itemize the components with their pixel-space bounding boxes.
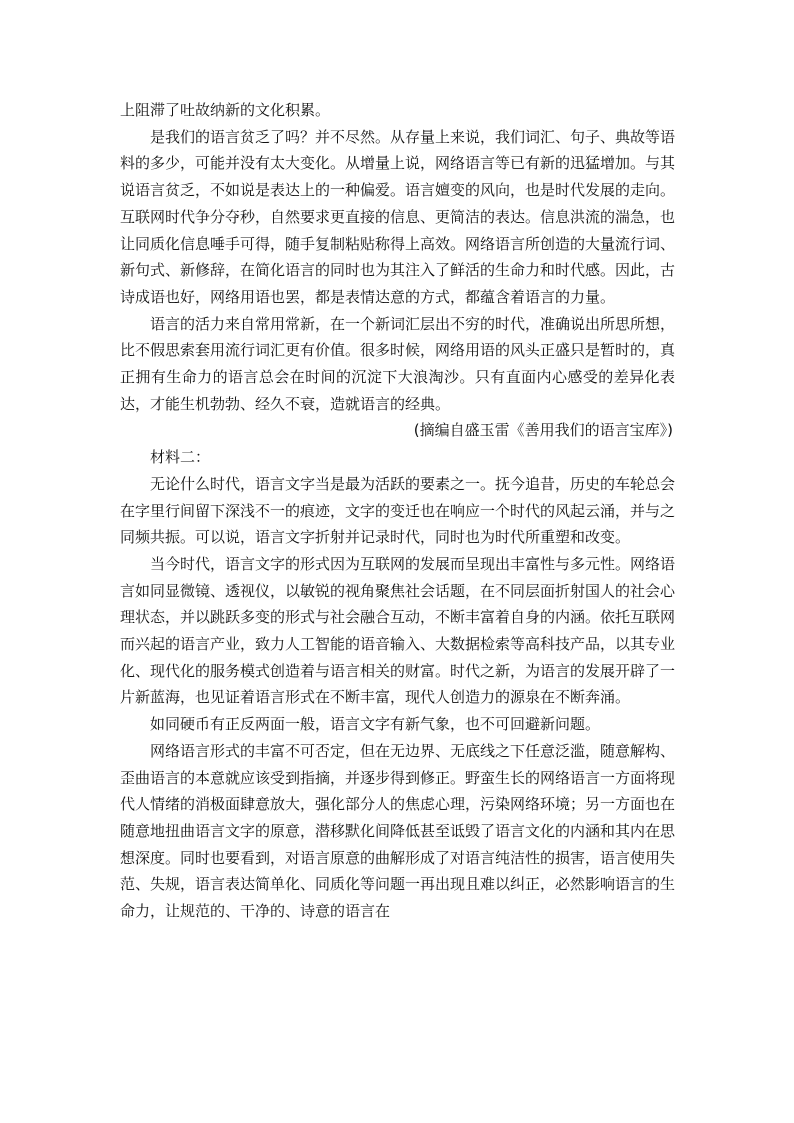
- material2-label: 材料二：: [150, 448, 211, 467]
- material1-paragraph-1: 是我们的语言贫乏了吗？并不尽然。从存量上来说，我们词汇、句子、典故等语料的多少，可能并没有太大变化。从增量上说，网络语言等已有新的迅猛增加。与其说语言贫乏，不如说是表达上的一种偏爱。语言嬗变的风向，也是时代发展的走向。互联网时代争分夺秒，自然要求更直接的信息、更简洁的表达。信息洪流的湍急，也让同质化信息唾手可得，随手复制粘贴称得上高效。网络语言所创造的大量流行词、新句式、新修辞，在简化语言的同时也为其注入了鲜活的生命力和时代感。因此，古诗成语也好，网络用语也罢，都是表情达意的方式，都蕴含着语言的力量。: [120, 127, 676, 306]
- material1-paragraph-2: 语言的活力来自常用常新，在一个新词汇层出不穷的时代，准确说出所思所想，比不假思索套用流行词汇更有价值。很多时候，网络用语的风头正盛只是暂时的，真正拥有生命力的语言总会在时间的沉淀下大浪淘沙。只有直面内心感受的差异化表达，才能生机勃勃、经久不衰，造就语言的经典。: [120, 314, 676, 413]
- material2-paragraph-3: 如同硬币有正反两面一般，语言文字有新气象，也不可回避新问题。: [150, 715, 601, 734]
- text-block: [120, 97, 675, 925]
- material2-paragraph-1: 无论什么时代，语言文字当是最为活跃的要素之一。抚今追昔，历史的车轮总会在字里行间留下深浅不一的痕迹，文字的变迁也在响应一个时代的风起云涌，并与之同频共振。可以说，语言文字折射并记录时代，同时也为时代所重塑和改变。: [120, 474, 676, 547]
- source-citation: (摘编自盛玉雷《善用我们的语言宝库》): [413, 421, 673, 440]
- continuation-line: 上阻滞了吐故纳新的文化积累。: [120, 101, 331, 119]
- material2-paragraph-4: 网络语言形式的丰富不可否定，但在无边界、无底线之下任意泛滥，随意解构、歪曲语言的本意就应该受到指摘，并逐步得到修正。野蛮生长的网络语言一方面将现代人情绪的消极面肆意放大，强化部分人的焦虑心理，污染网络环境；另一方面也在随意地扭曲语言文字的原意，潜移默化间降低甚至诋毁了语言文化的内涵和其内在思想深度。同时也要看到，对语言原意的曲解形成了对语言纯洁性的损害，语言使用失范、失规，语言表达简单化、同质化等问题一再出现且难以纠正，必然影响语言的生命力，让规范的、干净的、诗意的语言在: [120, 741, 676, 921]
- material2-paragraph-2: 当今时代，语言文字的形式因为互联网的发展而呈现出丰富性与多元性。网络语言如同显微镜、透视仪，以敏锐的视角聚焦社会话题，在不同层面折射国人的社会心理状态，并以跳跃多变的形式与社会融合互动，不断丰富着自身的内涵。依托互联网而兴起的语言产业，致力人工智能的语音输入、大数据检索等高科技产品，以其专业化、现代化的服务模式创造着与语言相关的财富。时代之新，为语言的发展开辟了一片新蓝海，也见证着语言形式在不断丰富，现代人创造力的源泉在不断奔涌。: [120, 554, 676, 707]
